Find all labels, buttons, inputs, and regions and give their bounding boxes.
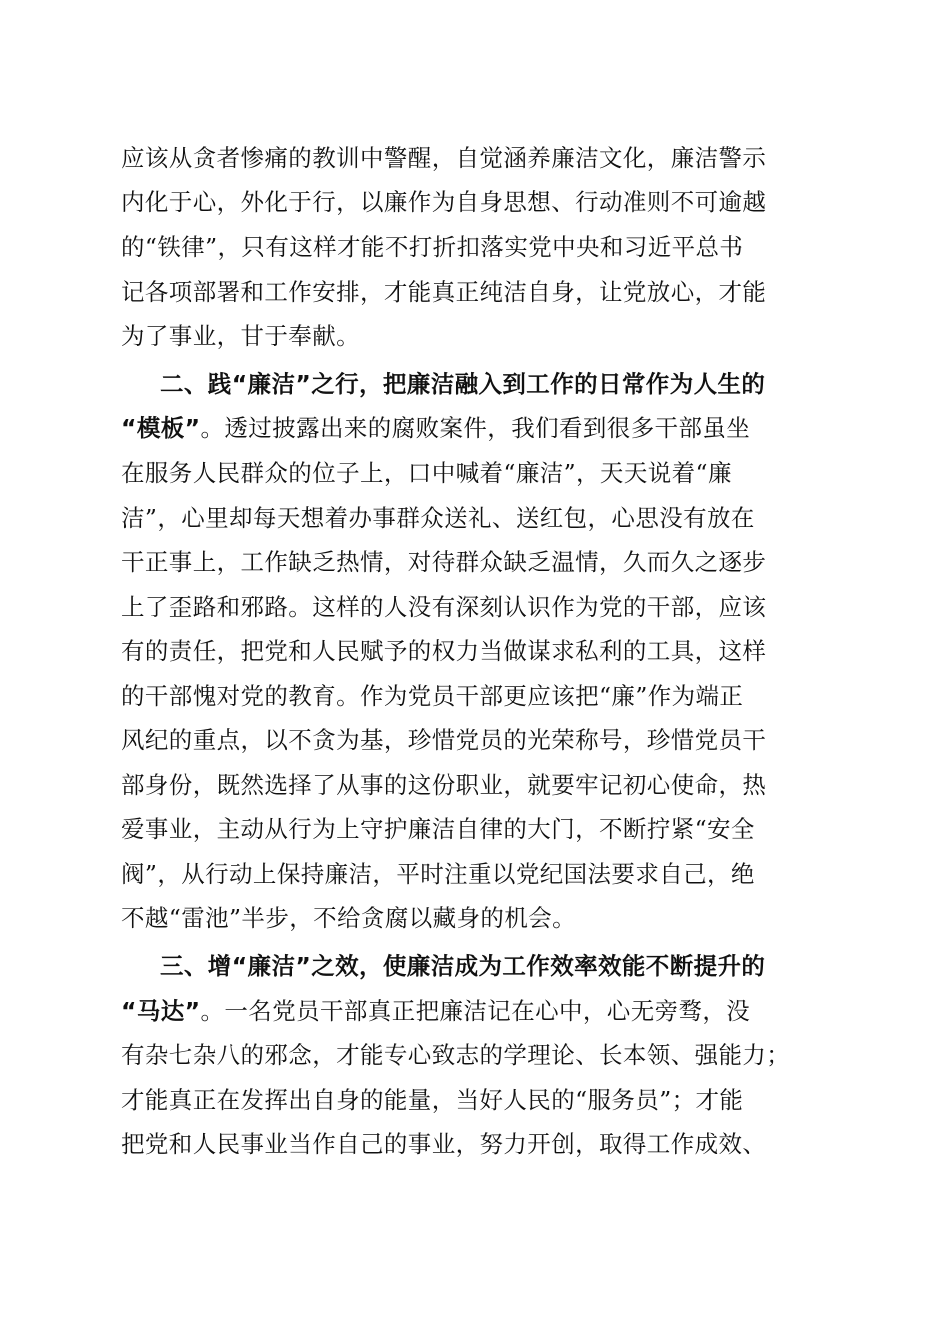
section-heading: 三、增“廉洁”之效，使廉洁成为工作效率效能不断提升的 (160, 952, 766, 980)
section-heading-keyword: “马达” (121, 997, 201, 1025)
body-text-span: 。一名党员干部真正把廉洁记在心中，心无旁骛，没 (200, 997, 751, 1025)
body-text-line: 的干部愧对党的教育。作为党员干部更应该把“廉”作为端正 (121, 682, 744, 710)
body-text-line: 阀”，从行动上保持廉洁，平时注重以党纪国法要求自己，绝 (121, 860, 755, 888)
body-text-line: 风纪的重点，以不贪为基，珍惜党员的光荣称号，珍惜党员干 (121, 726, 767, 754)
body-text-line: 应该从贪者惨痛的教训中警醒，自觉涵养廉洁文化，廉洁警示 (121, 144, 767, 172)
body-text-line: 干正事上，工作缺乏热情，对待群众缺乏温情，久而久之逐步 (121, 548, 767, 576)
body-text-line: 才能真正在发挥出自身的能量，当好人民的“服务员”；才能 (121, 1086, 744, 1114)
body-text-line (121, 406, 831, 450)
body-text-line (121, 989, 831, 1033)
body-text-line: 把党和人民事业当作自己的事业，努力开创，取得工作成效、 (121, 1130, 767, 1158)
body-text-line: 内化于心，外化于行，以廉作为自身思想、行动准则不可逾越 (121, 188, 767, 216)
body-text-line: 不越“雷池”半步，不给贪腐以藏身的机会。 (121, 904, 577, 932)
body-text-line: 的“铁律”，只有这样才能不打折扣落实党中央和习近平总书 (121, 233, 744, 261)
body-text-line: 记各项部署和工作安排，才能真正纯洁自身，让党放心，才能 (121, 278, 767, 306)
section-heading-keyword: “模板” (121, 414, 201, 442)
body-text-line: 上了歪路和邪路。这样的人没有深刻认识作为党的干部，应该 (121, 593, 767, 621)
body-text-span: 。透过披露出来的腐败案件，我们看到很多干部虽坐 (200, 414, 751, 442)
body-text-line: 有的责任，把党和人民赋予的权力当做谋求私利的工具，这样 (121, 637, 767, 665)
body-text-line: 爱事业，主动从行为上守护廉洁自律的大门，不断拧紧“安全 (121, 815, 755, 843)
body-text-line: 洁”，心里却每天想着办事群众送礼、送红包，心思没有放在 (121, 504, 755, 532)
body-text-line: 在服务人民群众的位子上，口中喊着“廉洁”，天天说着“廉 (121, 459, 732, 487)
body-text-line: 为了事业，甘于奉献。 (121, 322, 360, 350)
section-heading: 二、践“廉洁”之行，把廉洁融入到工作的日常作为人生的 (160, 370, 766, 398)
body-text-line: 有杂七杂八的邪念，才能专心致志的学理论、长本领、强能力； (121, 1041, 791, 1069)
body-text-line: 部身份，既然选择了从事的这份职业，就要牢记初心使命，热 (121, 771, 767, 799)
